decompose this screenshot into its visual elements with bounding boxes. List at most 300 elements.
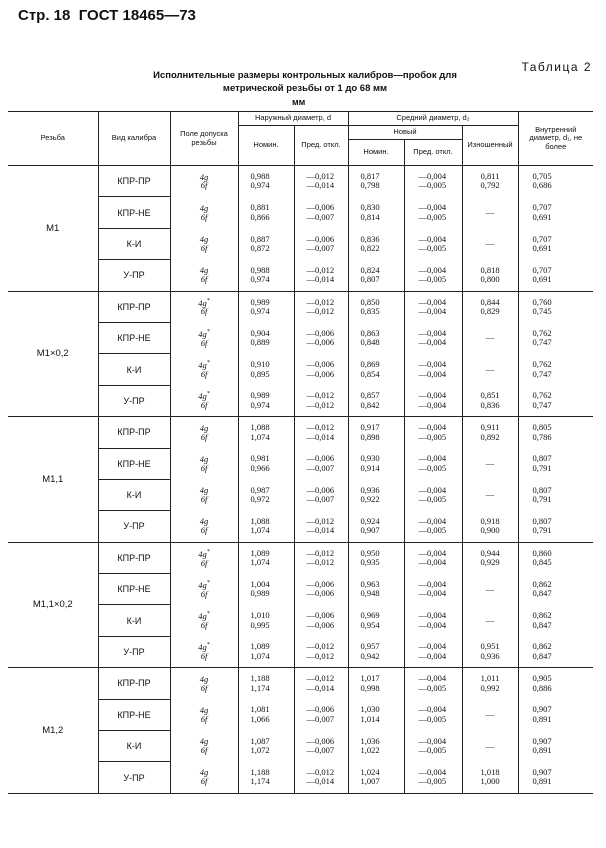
mid-worn-value: 0,951 [480, 641, 500, 652]
mid-deviation-value: —0,005 [418, 431, 447, 442]
tolerance-text: 4g [199, 453, 209, 464]
tolerance-text: 6f [200, 368, 208, 379]
mid-nominal-value: 1,036 [360, 735, 380, 746]
inner-diameter-value: 0,847 [532, 588, 552, 599]
mid-nominal [348, 197, 404, 228]
mid-deviation-value: —0,004 [418, 557, 447, 568]
tolerance-text: 6f [200, 682, 208, 693]
tolerance-text: 4g [199, 736, 209, 747]
tolerance-field [170, 385, 238, 416]
mid-nominal [348, 636, 404, 667]
mid-nominal-value: 0,869 [360, 359, 380, 370]
outer-nominal-value: 1,074 [250, 525, 270, 536]
outer-nominal [238, 417, 294, 448]
outer-nominal-value: 1,174 [250, 682, 270, 693]
mid-worn-value: 0,918 [480, 515, 500, 526]
tolerance-value [171, 746, 238, 755]
mid-deviation-value: —0,005 [418, 525, 447, 536]
inner-diameter-value: 0,691 [532, 242, 552, 253]
outer-nominal [238, 542, 294, 573]
asterisk-mark: * [206, 391, 210, 398]
inner-diameter-value: 0,745 [532, 306, 552, 316]
mid-nominal [348, 574, 404, 605]
tolerance-value [171, 526, 238, 535]
tolerance-text: 4g [198, 611, 207, 622]
outer-deviation-value: —0,007 [306, 745, 335, 756]
mid-nominal-value: 0,924 [360, 515, 380, 526]
outer-nominal [238, 636, 294, 667]
mid-deviation [404, 668, 462, 699]
mid-worn [462, 448, 518, 479]
inner-diameter [518, 636, 593, 667]
mid-deviation-value: —0,004 [418, 399, 447, 410]
outer-deviation-value: —0,012 [306, 557, 335, 568]
outer-nominal [238, 354, 294, 385]
mid-deviation-value: —0,004 [418, 641, 447, 652]
outer-nominal-value: 1,089 [250, 641, 270, 652]
tolerance-text: 6f [200, 745, 208, 756]
tolerance-text: 6f [200, 588, 208, 599]
outer-deviation [294, 197, 348, 228]
mid-worn [462, 228, 518, 259]
outer-deviation [294, 354, 348, 385]
mid-deviation-value: —0,004 [418, 650, 447, 661]
outer-nominal-value: 1,089 [250, 547, 270, 558]
thread-designation: М1,1×0,2 [8, 542, 98, 668]
mid-nominal-value: 0,907 [360, 525, 380, 536]
mid-worn-value: 0,792 [480, 180, 500, 191]
table-header [8, 112, 593, 166]
tolerance-text: 4g [198, 579, 207, 590]
outer-nominal-value: 0,974 [250, 399, 270, 410]
caliber-kind: КПР-НЕ [98, 197, 170, 228]
outer-nominal-value: 1,088 [250, 422, 270, 433]
col-mid-diameter: Средний диаметр, d₂ [348, 112, 518, 126]
inner-diameter-value: 0,907 [532, 704, 552, 715]
mid-deviation-value: —0,004 [418, 422, 447, 433]
outer-nominal [238, 228, 294, 259]
tolerance-field [170, 417, 238, 448]
inner-diameter [518, 479, 593, 510]
mid-worn-value: 0,929 [480, 557, 500, 568]
tolerance-field [170, 605, 238, 636]
inner-diameter-value: 0,791 [532, 494, 552, 505]
mid-deviation [404, 166, 462, 197]
caliber-kind: КПР-ПР [98, 166, 170, 197]
inner-diameter [518, 291, 593, 322]
mid-deviation [404, 228, 462, 259]
mid-nominal [348, 166, 404, 197]
table-body [8, 166, 593, 794]
caliber-kind: К-И [98, 354, 170, 385]
mid-worn-value: — [485, 238, 495, 249]
tolerance-text: 4g [199, 234, 209, 245]
mid-deviation [404, 260, 462, 291]
tolerance-text: 4g [199, 171, 209, 182]
tolerance-value [171, 621, 238, 630]
tolerance-text: 6f [200, 494, 208, 505]
outer-nominal-value: 0,966 [250, 462, 270, 473]
inner-diameter-value: 0,686 [532, 180, 552, 191]
inner-diameter [518, 166, 593, 197]
tolerance-field [170, 197, 238, 228]
tolerance-value [171, 684, 238, 693]
page-header [18, 7, 196, 24]
tolerance-text: 4g [199, 422, 209, 433]
thread-designation: М1×0,2 [8, 291, 98, 417]
mid-worn [462, 668, 518, 699]
mid-nominal-value: 0,835 [360, 306, 380, 316]
mid-worn-value: — [485, 709, 495, 720]
caliber-kind: КПР-НЕ [98, 699, 170, 730]
mid-nominal-value: 0,930 [360, 453, 380, 464]
table-caption-line1: Исполнительные размеры контрольных калибров—пробок для [153, 70, 457, 81]
mid-worn-value: — [485, 489, 495, 500]
mid-deviation [404, 762, 462, 793]
mid-worn-value: 0,851 [480, 390, 500, 401]
outer-nominal-value: 1,072 [250, 745, 270, 756]
mid-deviation-value: —0,004 [418, 306, 447, 316]
caliber-kind: У-ПР [98, 762, 170, 793]
mid-worn-value: — [485, 458, 495, 469]
mid-deviation [404, 354, 462, 385]
mid-nominal-value: 1,017 [360, 673, 380, 684]
mid-nominal-value: 1,022 [360, 745, 380, 756]
outer-nominal-value: 0,981 [250, 453, 270, 464]
outer-nominal-value: 0,988 [250, 171, 270, 182]
asterisk-mark: * [206, 328, 210, 335]
mid-deviation [404, 417, 462, 448]
outer-deviation [294, 511, 348, 542]
outer-nominal [238, 260, 294, 291]
mid-nominal-value: 1,024 [360, 767, 380, 778]
mid-worn [462, 511, 518, 542]
mid-worn-value: — [485, 583, 495, 594]
mid-worn-value: — [485, 206, 495, 217]
tolerance-text: 4g [198, 360, 207, 371]
mid-worn-value: 1,011 [480, 673, 500, 684]
mid-deviation-value: —0,004 [418, 171, 447, 182]
inner-diameter [518, 417, 593, 448]
calibers-table [8, 111, 593, 794]
mid-deviation [404, 322, 462, 353]
mid-nominal-value: 0,830 [360, 202, 380, 213]
mid-nominal-value: 0,898 [360, 431, 380, 442]
mid-deviation [404, 636, 462, 667]
col-inner-diameter: Внутренний диаметр, d₁, не более [518, 112, 593, 166]
outer-nominal-value: 1,010 [250, 610, 270, 621]
table-row [8, 542, 593, 573]
mid-worn-value: 0,944 [480, 547, 500, 558]
inner-diameter-value: 0,807 [532, 515, 552, 526]
mid-nominal [348, 448, 404, 479]
mid-deviation-value: —0,005 [418, 682, 447, 693]
col-new-dev: Пред. откл. [404, 140, 462, 166]
caliber-kind: К-И [98, 479, 170, 510]
inner-diameter-value: 0,705 [532, 171, 552, 182]
mid-deviation-value: —0,004 [418, 767, 447, 778]
mid-worn [462, 542, 518, 573]
outer-deviation-value: —0,012 [306, 515, 335, 526]
outer-deviation [294, 668, 348, 699]
inner-diameter-value: 0,805 [532, 422, 552, 433]
outer-deviation-value: —0,012 [306, 306, 335, 316]
inner-diameter [518, 542, 593, 573]
mid-deviation-value: —0,005 [418, 776, 447, 787]
outer-deviation [294, 166, 348, 197]
mid-worn-value: 0,818 [480, 264, 500, 275]
mid-worn [462, 322, 518, 353]
outer-deviation-value: —0,014 [306, 180, 335, 191]
outer-nominal [238, 731, 294, 762]
mid-nominal-value: 0,917 [360, 422, 380, 433]
mid-nominal [348, 354, 404, 385]
mid-deviation-value: —0,004 [418, 588, 447, 599]
mid-worn [462, 699, 518, 730]
mid-worn-value: 0,836 [480, 399, 500, 410]
mid-worn [462, 291, 518, 322]
col-new-nominal: Номин. [348, 140, 404, 166]
mid-deviation-value: —0,004 [418, 619, 447, 630]
outer-nominal-value: 0,889 [250, 337, 270, 348]
tolerance-text: 4g [198, 548, 207, 559]
mid-deviation [404, 197, 462, 228]
inner-diameter-value: 0,907 [532, 735, 552, 746]
mid-worn-value: 0,829 [480, 306, 500, 316]
outer-nominal [238, 605, 294, 636]
outer-deviation [294, 636, 348, 667]
mid-nominal [348, 668, 404, 699]
thread-designation: М1,2 [8, 668, 98, 794]
mid-worn-value: — [485, 363, 495, 374]
mid-deviation-value: —0,004 [418, 704, 447, 715]
tolerance-text: 6f [200, 462, 208, 473]
outer-nominal-value: 0,895 [250, 368, 270, 379]
inner-diameter-value: 0,907 [532, 767, 552, 778]
mid-nominal-value: 1,014 [360, 713, 380, 724]
caliber-kind: КПР-ПР [98, 291, 170, 322]
outer-nominal-value: 0,904 [250, 327, 270, 338]
mid-nominal [348, 731, 404, 762]
mid-deviation-value: —0,005 [418, 713, 447, 724]
mid-nominal-value: 0,863 [360, 327, 380, 338]
outer-nominal [238, 197, 294, 228]
table-row [8, 166, 593, 197]
outer-nominal-value: 1,087 [250, 735, 270, 746]
outer-deviation [294, 574, 348, 605]
mid-deviation [404, 542, 462, 573]
outer-nominal-value: 1,081 [250, 704, 270, 715]
tolerance-text: 6f [200, 180, 208, 191]
inner-diameter-value: 0,786 [532, 431, 552, 442]
tolerance-text: 4g [199, 767, 209, 778]
mid-nominal [348, 605, 404, 636]
mid-worn-value: 1,018 [480, 767, 500, 778]
tolerance-value [171, 652, 238, 661]
col-outer-nominal: Номин. [238, 126, 294, 166]
mid-worn [462, 574, 518, 605]
outer-deviation-value: —0,006 [306, 453, 335, 464]
caliber-kind: К-И [98, 228, 170, 259]
tolerance-value [171, 495, 238, 504]
inner-diameter-value: 0,747 [532, 337, 552, 348]
inner-diameter [518, 574, 593, 605]
mid-worn-value: 0,911 [480, 422, 500, 433]
inner-diameter-value: 0,891 [532, 713, 552, 724]
outer-deviation-value: —0,006 [306, 578, 335, 589]
mid-deviation-value: —0,004 [418, 610, 447, 621]
asterisk-mark: * [206, 297, 210, 304]
outer-deviation-value: —0,012 [306, 641, 335, 652]
mid-nominal-value: 0,817 [360, 171, 380, 182]
mid-nominal [348, 322, 404, 353]
outer-deviation [294, 260, 348, 291]
outer-deviation-value: —0,012 [306, 390, 335, 401]
outer-nominal [238, 322, 294, 353]
mid-deviation-value: —0,005 [418, 274, 447, 285]
outer-deviation-value: —0,006 [306, 337, 335, 348]
inner-diameter-value: 0,860 [532, 547, 552, 558]
tolerance-field [170, 448, 238, 479]
mid-worn-value: 0,936 [480, 650, 500, 661]
mid-nominal-value: 1,030 [360, 704, 380, 715]
outer-deviation-value: —0,012 [306, 422, 335, 433]
inner-diameter-value: 0,807 [532, 453, 552, 464]
inner-diameter [518, 322, 593, 353]
inner-diameter-value: 0,691 [532, 274, 552, 285]
inner-diameter-value: 0,847 [532, 619, 552, 630]
outer-nominal-value: 1,074 [250, 557, 270, 568]
outer-nominal-value: 1,004 [250, 578, 270, 589]
outer-nominal-value: 1,188 [250, 673, 270, 684]
mid-nominal-value: 0,969 [360, 610, 380, 621]
tolerance-text: 6f [200, 776, 208, 787]
outer-nominal [238, 291, 294, 322]
tolerance-value [171, 433, 238, 442]
tolerance-text: 6f [200, 651, 208, 662]
outer-deviation [294, 291, 348, 322]
caliber-kind: КПР-ПР [98, 668, 170, 699]
mid-nominal-value: 0,807 [360, 274, 380, 285]
mid-deviation-value: —0,004 [418, 453, 447, 464]
mid-nominal-value: 0,814 [360, 211, 380, 222]
mid-nominal-value: 0,998 [360, 682, 380, 693]
inner-diameter-value: 0,707 [532, 264, 552, 275]
mid-deviation-value: —0,004 [418, 337, 447, 348]
tolerance-field [170, 479, 238, 510]
outer-deviation-value: —0,012 [306, 399, 335, 410]
mid-nominal-value: 1,007 [360, 776, 380, 787]
mid-deviation-value: —0,004 [418, 547, 447, 558]
mid-deviation [404, 511, 462, 542]
inner-diameter [518, 448, 593, 479]
inner-diameter [518, 762, 593, 793]
inner-diameter-value: 0,762 [532, 359, 552, 370]
mid-worn [462, 385, 518, 416]
outer-nominal [238, 699, 294, 730]
outer-deviation [294, 542, 348, 573]
outer-nominal-value: 0,910 [250, 359, 270, 370]
outer-deviation-value: —0,012 [306, 171, 335, 182]
inner-diameter [518, 228, 593, 259]
outer-nominal-value: 0,972 [250, 494, 270, 505]
mid-worn-value: 1,000 [480, 776, 500, 787]
col-thread: Резьба [8, 112, 98, 166]
mid-nominal-value: 0,854 [360, 368, 380, 379]
tolerance-value [171, 370, 238, 379]
outer-deviation-value: —0,007 [306, 713, 335, 724]
mid-nominal-value: 0,963 [360, 578, 380, 589]
mid-nominal-value: 0,942 [360, 650, 380, 661]
caliber-kind: КПР-НЕ [98, 322, 170, 353]
asterisk-mark: * [206, 579, 210, 586]
mid-deviation [404, 291, 462, 322]
tolerance-value [171, 307, 238, 316]
tolerance-text: 4g [199, 516, 209, 527]
outer-deviation-value: —0,006 [306, 610, 335, 621]
mid-deviation-value: —0,005 [418, 462, 447, 473]
tolerance-text: 6f [200, 431, 208, 442]
mid-worn [462, 260, 518, 291]
tolerance-value [171, 715, 238, 724]
mid-worn-value: 0,844 [480, 296, 500, 307]
standard-code: ГОСТ 18465—73 [78, 7, 196, 24]
mid-worn [462, 605, 518, 636]
caliber-kind: КПР-ПР [98, 417, 170, 448]
mid-deviation-value: —0,004 [418, 264, 447, 275]
inner-diameter [518, 668, 593, 699]
outer-deviation [294, 228, 348, 259]
mid-worn-value: — [485, 332, 495, 343]
outer-deviation-value: —0,012 [306, 673, 335, 684]
caliber-kind: У-ПР [98, 385, 170, 416]
tolerance-text: 6f [200, 211, 208, 222]
mid-worn [462, 636, 518, 667]
inner-diameter-value: 0,891 [532, 745, 552, 756]
mid-nominal [348, 511, 404, 542]
table-row [8, 668, 593, 699]
inner-diameter-value: 0,747 [532, 368, 552, 379]
tolerance-field [170, 668, 238, 699]
mid-nominal-value: 0,824 [360, 264, 380, 275]
outer-nominal [238, 511, 294, 542]
outer-deviation-value: —0,006 [306, 368, 335, 379]
mid-worn-value: 0,892 [480, 431, 500, 442]
outer-deviation-value: —0,006 [306, 202, 335, 213]
tolerance-field [170, 511, 238, 542]
mid-nominal-value: 0,948 [360, 588, 380, 599]
outer-nominal-value: 1,088 [250, 515, 270, 526]
outer-nominal [238, 574, 294, 605]
thread-designation: М1,1 [8, 417, 98, 543]
page-number: Стр. 18 [18, 7, 71, 24]
mid-worn [462, 417, 518, 448]
col-tol-field: Поле допуска резьбы [170, 112, 238, 166]
inner-diameter [518, 511, 593, 542]
outer-deviation-value: —0,014 [306, 431, 335, 442]
inner-diameter-value: 0,791 [532, 525, 552, 536]
outer-nominal-value: 0,995 [250, 619, 270, 630]
mid-deviation [404, 385, 462, 416]
outer-deviation [294, 417, 348, 448]
inner-diameter [518, 731, 593, 762]
outer-deviation [294, 479, 348, 510]
outer-nominal [238, 668, 294, 699]
tolerance-text: 6f [200, 525, 208, 536]
mid-deviation [404, 574, 462, 605]
tolerance-value [171, 339, 238, 348]
tolerance-text: 4g [199, 704, 209, 715]
